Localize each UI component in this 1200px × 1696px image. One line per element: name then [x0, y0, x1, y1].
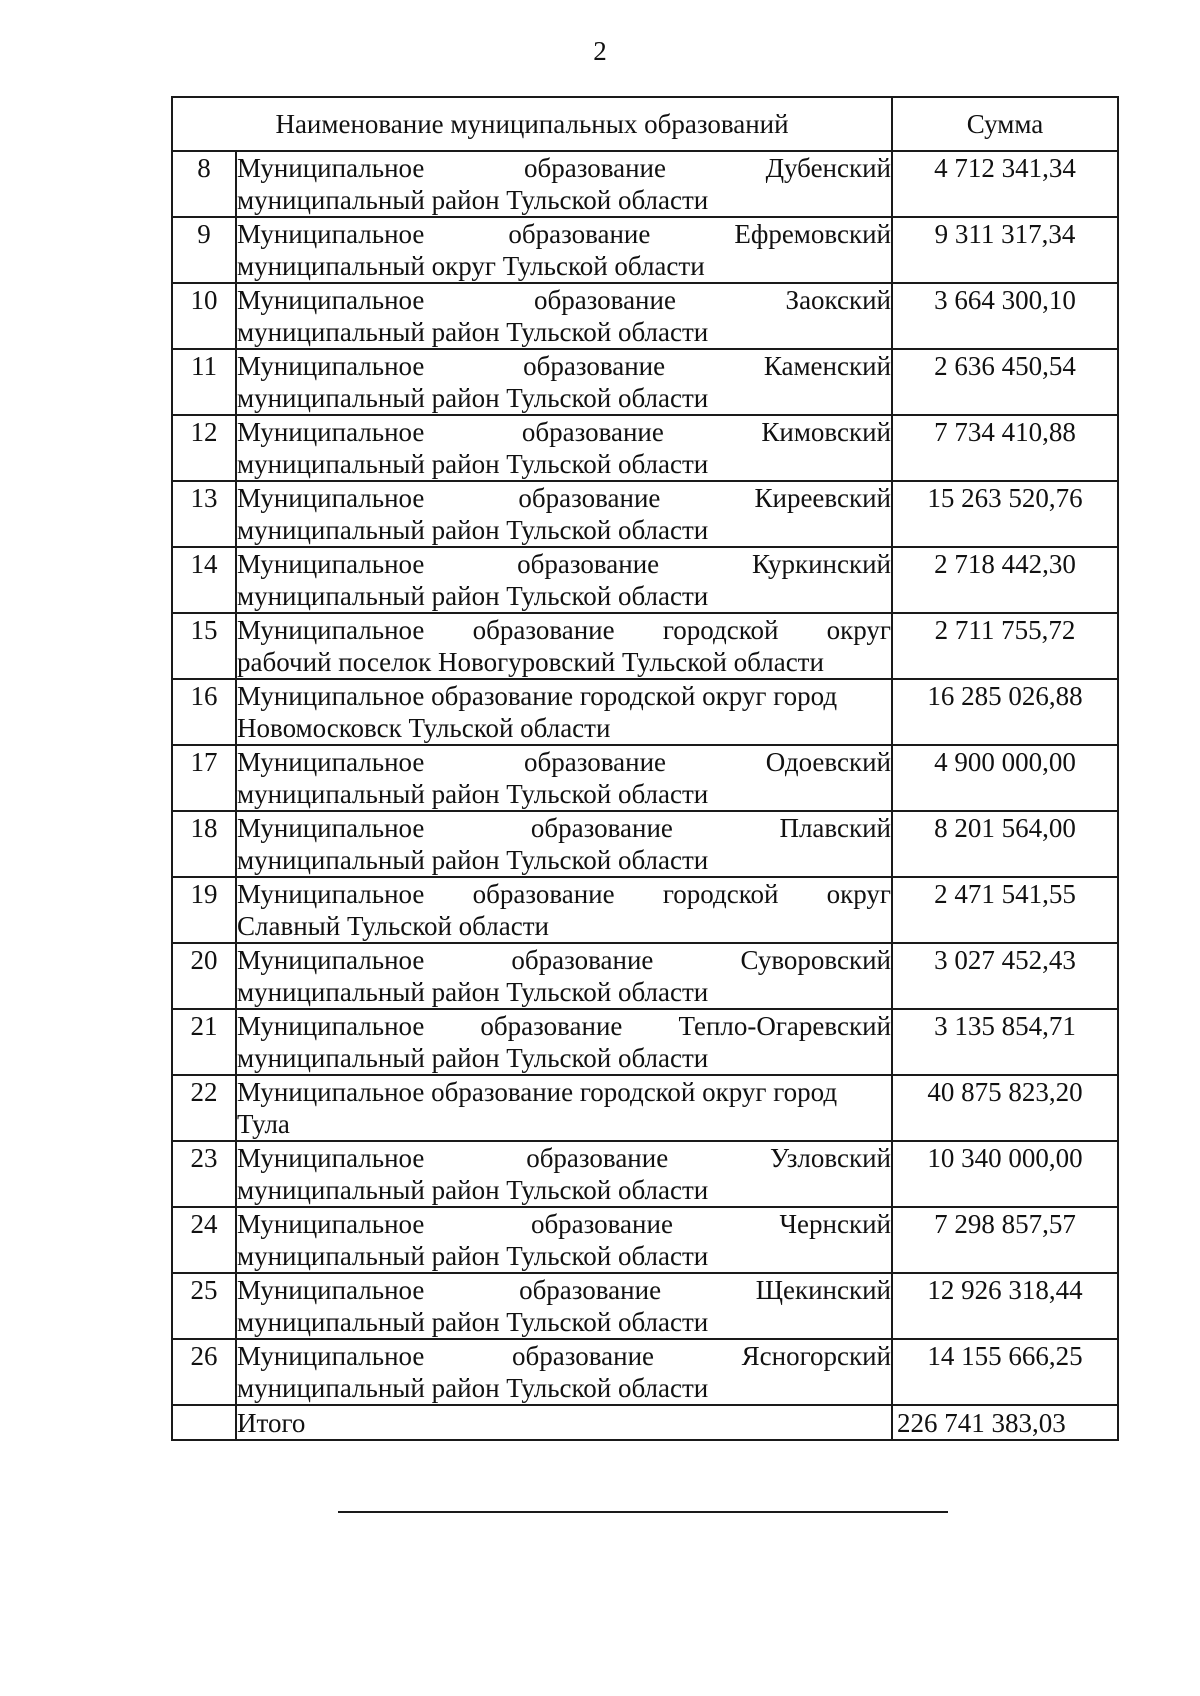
table-row [172, 217, 1118, 283]
row-number: 15 [172, 613, 236, 679]
municipality-name-line1: Муниципальное образование Плавский [237, 813, 891, 843]
amount-cell: 7 298 857,57 [892, 1207, 1118, 1273]
row-number: 25 [172, 1273, 236, 1339]
municipality-name-line1: Муниципальное образование Одоевский [237, 747, 891, 777]
table-row [172, 1075, 1118, 1141]
row-number: 17 [172, 745, 236, 811]
municipality-name [236, 481, 892, 547]
municipal-budget-table [171, 96, 1119, 1441]
total-row [172, 1405, 1118, 1440]
row-number: 18 [172, 811, 236, 877]
municipality-name [236, 1141, 892, 1207]
amount-cell: 16 285 026,88 [892, 679, 1118, 745]
municipality-name [236, 547, 892, 613]
row-number: 23 [172, 1141, 236, 1207]
table-row [172, 415, 1118, 481]
amount-cell: 3 135 854,71 [892, 1009, 1118, 1075]
municipality-name-line2: муниципальный район Тульской области [237, 515, 709, 545]
municipality-name-line2: муниципальный район Тульской области [237, 1043, 709, 1073]
municipality-name [236, 745, 892, 811]
table-row [172, 481, 1118, 547]
row-number: 8 [172, 151, 236, 217]
row-number: 12 [172, 415, 236, 481]
municipality-name-line2: муниципальный район Тульской области [237, 1175, 709, 1205]
municipality-name [236, 877, 892, 943]
table-row [172, 283, 1118, 349]
municipality-name-line1: Муниципальное образование Кимовский [237, 417, 891, 447]
row-number: 22 [172, 1075, 236, 1141]
municipality-name-line2: рабочий поселок Новогуровский Тульской области [237, 647, 824, 677]
municipality-name [236, 1273, 892, 1339]
amount-cell: 12 926 318,44 [892, 1273, 1118, 1339]
total-label: Итого [236, 1405, 892, 1440]
municipality-name-line1: Муниципальное образование Суворовский [237, 945, 891, 975]
municipality-name [236, 217, 892, 283]
municipality-name-line2: муниципальный район Тульской области [237, 977, 709, 1007]
municipality-name [236, 151, 892, 217]
row-number: 24 [172, 1207, 236, 1273]
amount-cell: 8 201 564,00 [892, 811, 1118, 877]
municipality-name-line2: муниципальный район Тульской области [237, 779, 709, 809]
municipality-name-line2: Славный Тульской области [237, 911, 549, 941]
amount-cell: 7 734 410,88 [892, 415, 1118, 481]
column-header-sum: Сумма [892, 97, 1118, 151]
table-row [172, 151, 1118, 217]
municipality-name-line2: муниципальный округ Тульской области [237, 251, 705, 281]
table-row [172, 1009, 1118, 1075]
amount-cell: 14 155 666,25 [892, 1339, 1118, 1405]
row-number: 9 [172, 217, 236, 283]
municipality-name-line2: муниципальный район Тульской области [237, 185, 709, 215]
table-row [172, 1273, 1118, 1339]
table-row [172, 1339, 1118, 1405]
municipality-name-line2: муниципальный район Тульской области [237, 449, 709, 479]
municipality-name-line2: муниципальный район Тульской области [237, 1307, 709, 1337]
amount-cell: 2 636 450,54 [892, 349, 1118, 415]
amount-cell: 2 471 541,55 [892, 877, 1118, 943]
row-number: 19 [172, 877, 236, 943]
municipality-name-line2: муниципальный район Тульской области [237, 1373, 709, 1403]
municipality-name-line2: Тула [237, 1109, 290, 1139]
municipality-name-line1: Муниципальное образование Заокский [237, 285, 891, 315]
amount-cell: 10 340 000,00 [892, 1141, 1118, 1207]
municipality-name-line1: Муниципальное образование городской округ [237, 615, 891, 645]
table-row [172, 547, 1118, 613]
table-row [172, 877, 1118, 943]
amount-cell: 9 311 317,34 [892, 217, 1118, 283]
municipality-name-line1: Муниципальное образование Ефремовский [237, 219, 891, 249]
table-row [172, 679, 1118, 745]
municipality-name-line2: муниципальный район Тульской области [237, 1241, 709, 1271]
row-number: 21 [172, 1009, 236, 1075]
municipality-name [236, 283, 892, 349]
municipality-name [236, 1009, 892, 1075]
municipality-name [236, 349, 892, 415]
municipality-name-line2: муниципальный район Тульской области [237, 317, 709, 347]
amount-cell: 4 900 000,00 [892, 745, 1118, 811]
total-amount: 226 741 383,03 [892, 1405, 1118, 1440]
table-row [172, 1141, 1118, 1207]
municipality-name [236, 415, 892, 481]
municipality-name-line2: муниципальный район Тульской области [237, 581, 709, 611]
row-number: 13 [172, 481, 236, 547]
municipality-name-line1: Муниципальное образование Дубенский [237, 153, 891, 183]
page-number: 2 [593, 36, 607, 66]
municipality-name [236, 679, 892, 745]
table-row [172, 811, 1118, 877]
row-number: 14 [172, 547, 236, 613]
municipality-name-line2: муниципальный район Тульской области [237, 383, 709, 413]
municipality-name-line1: Муниципальное образование Куркинский [237, 549, 891, 579]
amount-cell: 3 664 300,10 [892, 283, 1118, 349]
municipality-name-line1: Муниципальное образование Ясногорский [237, 1341, 891, 1371]
municipality-name-line1: Муниципальное образование Узловский [237, 1143, 891, 1173]
table-row [172, 613, 1118, 679]
municipality-name-line1: Муниципальное образование Киреевский [237, 483, 891, 513]
municipality-name [236, 811, 892, 877]
municipality-name-line2: Новомосковск Тульской области [237, 713, 611, 743]
row-number: 20 [172, 943, 236, 1009]
municipality-name-line1: Муниципальное образование Чернский [237, 1209, 891, 1239]
municipality-name [236, 943, 892, 1009]
amount-cell: 40 875 823,20 [892, 1075, 1118, 1141]
row-number: 16 [172, 679, 236, 745]
municipality-name-line2: муниципальный район Тульской области [237, 845, 709, 875]
column-header-name: Наименование муниципальных образований [172, 97, 892, 151]
table-row [172, 349, 1118, 415]
amount-cell: 4 712 341,34 [892, 151, 1118, 217]
municipality-name-line1: Муниципальное образование Тепло-Огаревский [237, 1011, 891, 1041]
amount-cell: 15 263 520,76 [892, 481, 1118, 547]
municipality-name [236, 1207, 892, 1273]
municipality-name-line1: Муниципальное образование Щекинский [237, 1275, 891, 1305]
amount-cell: 2 718 442,30 [892, 547, 1118, 613]
municipality-name [236, 1339, 892, 1405]
table-header-row [172, 97, 1118, 151]
row-number: 26 [172, 1339, 236, 1405]
amount-cell: 2 711 755,72 [892, 613, 1118, 679]
row-number: 10 [172, 283, 236, 349]
amount-cell: 3 027 452,43 [892, 943, 1118, 1009]
closing-rule-line [338, 1511, 948, 1513]
municipality-name-line1: Муниципальное образование городской округ город [237, 1077, 838, 1107]
municipality-name [236, 1075, 892, 1141]
table-row [172, 943, 1118, 1009]
municipality-name-line1: Муниципальное образование Каменский [237, 351, 891, 381]
row-number: 11 [172, 349, 236, 415]
municipality-name-line1: Муниципальное образование городской округ [237, 879, 891, 909]
table-row [172, 1207, 1118, 1273]
municipality-name [236, 613, 892, 679]
municipality-name-line1: Муниципальное образование городской округ город [237, 681, 838, 711]
table-row [172, 745, 1118, 811]
total-number-cell [172, 1405, 236, 1440]
